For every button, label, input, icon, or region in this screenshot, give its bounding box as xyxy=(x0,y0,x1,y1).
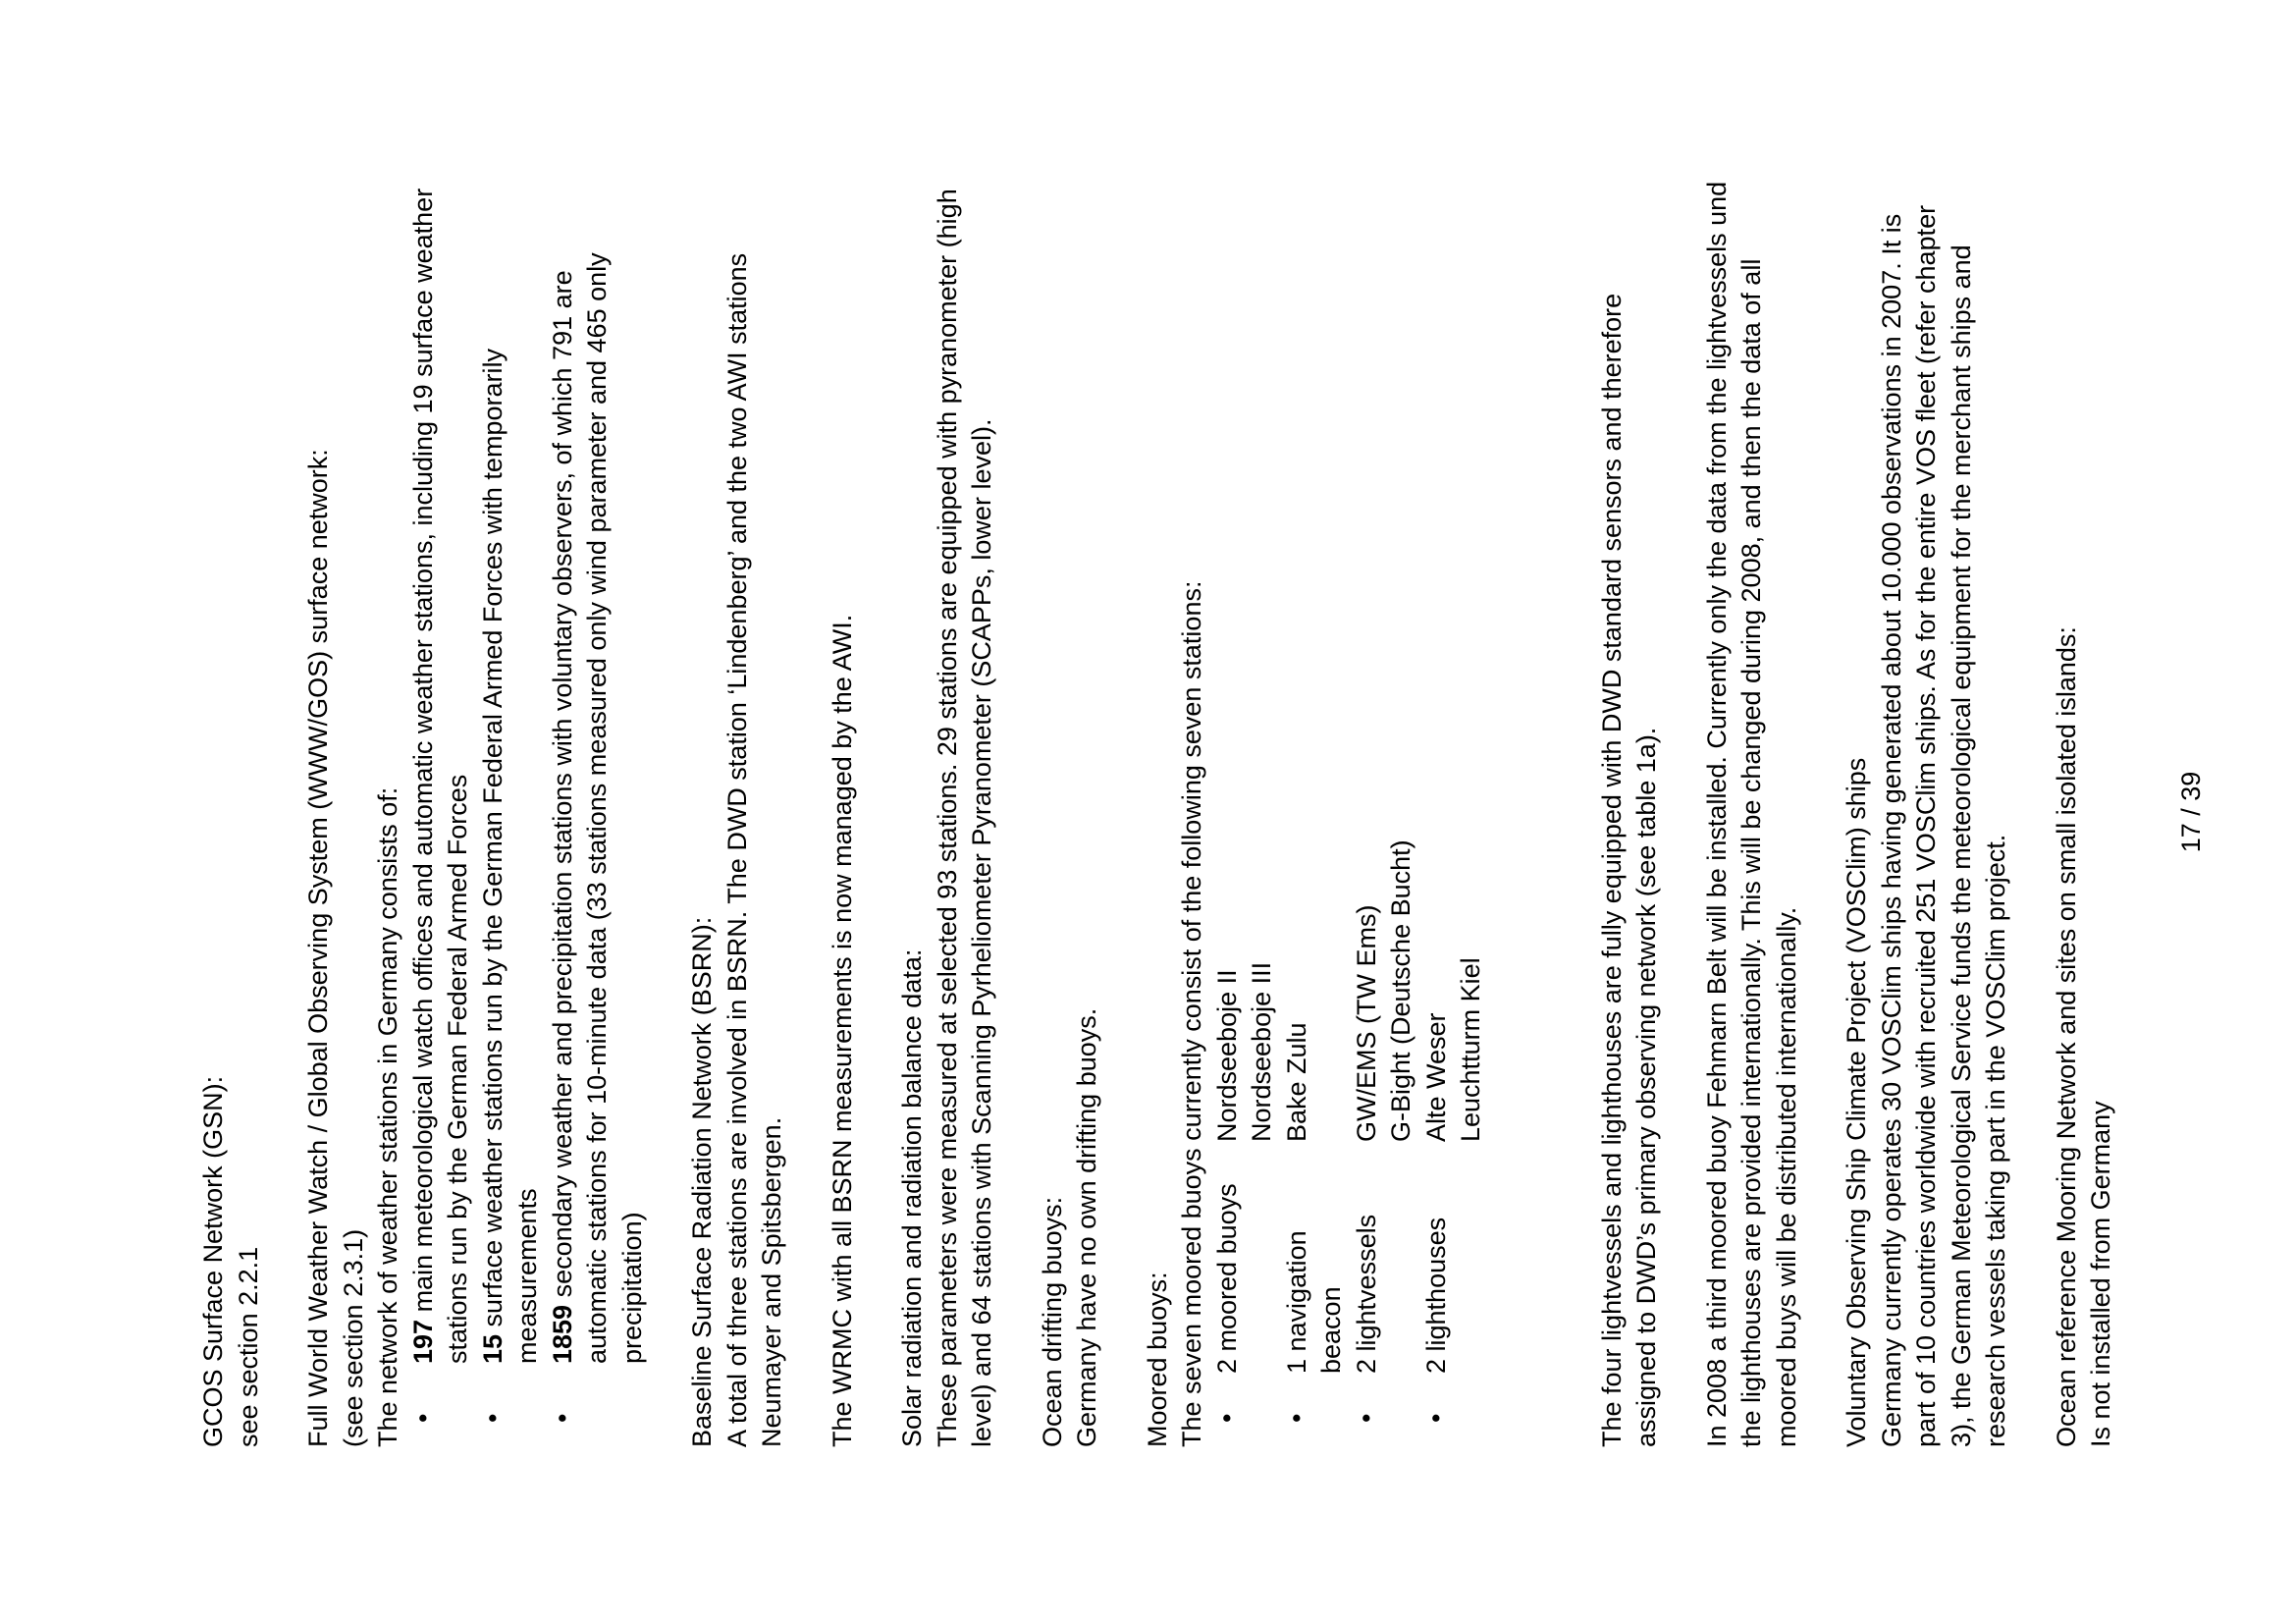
spacer xyxy=(1524,181,1560,1447)
vosclim-text: Germany currently operates 30 VOSClim ships having generated about 10.000 observations in 2007. It is part of 10 countries worldwide with recruited 251 VOSClim ships. As for the entire VOS fleet (refer chapter 3), the German Meteorological Service funds the meteorological equipment for the merchant ships and research vessels taking part in the VOSClim project. xyxy=(1876,204,2010,1447)
table-row xyxy=(1350,181,1419,1423)
buoy-table xyxy=(1210,181,1489,1423)
buoy-station: Leuchtturm Kiel xyxy=(1456,957,1485,1142)
station-count: 197 xyxy=(407,1319,438,1364)
solar-section xyxy=(895,181,1000,1447)
solar-text: These parameters were measured at selected 93 stations. 29 stations are equipped with pyranometer (high level) and 64 stations with Scanning Pyrheliometer Pyranometer (SCAPPs, lower level). xyxy=(932,189,996,1447)
mooring-title: Ocean reference Mooring Network and sites on small isolated islands: xyxy=(2051,626,2081,1447)
bullet-icon: • xyxy=(1281,1413,1311,1423)
fehmarn-section xyxy=(1700,181,1805,1447)
buoy-station: Nordseeboje III xyxy=(1247,961,1276,1142)
spacer xyxy=(1560,181,1595,1447)
wwgos-intro: The network of weather stations in Germany consists of: xyxy=(373,786,402,1447)
buoy-type: 2 lighthouses xyxy=(1420,1217,1451,1374)
buoy-names xyxy=(1210,181,1280,1142)
station-description: secondary weather and precipitation stations with voluntary observers, of which 791 are automatic stations for 10-minute data (33 stations measured only wind parameter and 465 only precipitation) xyxy=(547,252,647,1364)
gsn-section xyxy=(196,181,266,1447)
solar-title: Solar radiation and radiation balance data: xyxy=(897,948,927,1447)
buoy-station: GW/EMS (TW Ems) xyxy=(1351,904,1381,1142)
moored-intro: The seven moored buoys currently consist of the following seven stations: xyxy=(1177,580,1206,1447)
list-item xyxy=(476,181,546,1423)
wwgos-reference: (see section 2.3.1) xyxy=(338,1228,368,1447)
buoy-names xyxy=(1280,181,1350,1142)
station-description: surface weather stations run by the German Federal Armed Forces with temporarily measurements xyxy=(477,349,542,1364)
drifting-text: Germany have no own drifting buoys. xyxy=(1072,1007,1101,1447)
bullet-icon: • xyxy=(1420,1413,1451,1423)
moored-title: Moored buoys: xyxy=(1142,1272,1172,1447)
buoy-station: G-Bight (Deutsche Bucht) xyxy=(1386,839,1415,1142)
bsrn-title: Baseline Surface Radiation Network (BSRN): xyxy=(687,916,717,1447)
buoy-station: Nordseeboje II xyxy=(1211,969,1242,1142)
table-row xyxy=(1419,181,1489,1423)
lightvessels-section xyxy=(1595,181,1665,1447)
list-item xyxy=(546,181,651,1423)
wrmc-section xyxy=(826,181,861,1447)
lightvessels-text: The four lightvessels and lighthouses are fully equipped with DWD standard sensors and therefore assigned to DWD’s primary observing network (see table 1a). xyxy=(1596,293,1661,1447)
buoy-station: Bake Zulu xyxy=(1281,1022,1311,1142)
list-item xyxy=(406,181,476,1423)
buoy-type: 1 navigation beacon xyxy=(1281,1230,1346,1374)
wwgos-section xyxy=(301,181,650,1447)
bsrn-text: A total of three stations are involved in BSRN. The DWD station ‘Lindenberg’ and the two AWI stations Neumayer and Spitsbergen. xyxy=(721,252,786,1447)
wwgos-title: Full World Weather Watch / Global Observing System (WWW/GOS) surface network: xyxy=(303,449,333,1447)
station-count: 1859 xyxy=(547,1304,577,1364)
gsn-title: GCOS Surface Network (GSN): xyxy=(198,1075,228,1447)
mooring-section xyxy=(2050,181,2119,1447)
buoy-names xyxy=(1350,181,1419,1142)
table-row xyxy=(1280,181,1350,1423)
gsn-reference: see section 2.2.1 xyxy=(233,1246,263,1447)
moored-section xyxy=(1141,181,1489,1447)
buoy-station: Alte Weser xyxy=(1420,1012,1451,1142)
fehmarn-text: In 2008 a third moored buoy Fehmarn Belt will be installed. Currently only the data from the lightvessels und the lighthouses are provided internationally. This will be changed during 2008, and then the data of all moored buys will be distributed internationally. xyxy=(1701,181,1801,1447)
buoy-names xyxy=(1419,181,1489,1142)
page-number: 17 / 39 xyxy=(2176,771,2206,853)
wwgos-list xyxy=(406,181,651,1447)
buoy-type: 2 moored buoys xyxy=(1211,1183,1242,1374)
vosclim-section xyxy=(1840,181,2014,1447)
document-body xyxy=(196,181,2155,1447)
bullet-icon: • xyxy=(1351,1413,1381,1423)
bullet-icon: • xyxy=(1211,1413,1242,1423)
bsrn-section xyxy=(685,181,790,1447)
station-description: main meteorological watch offices and automatic weather stations, including 19 surface weather stations run by the German Federal Armed Forces xyxy=(407,188,472,1364)
drifting-title: Ocean drifting buoys: xyxy=(1037,1196,1067,1447)
drifting-section xyxy=(1036,181,1105,1447)
table-row xyxy=(1210,181,1280,1423)
vosclim-title: Voluntary Observing Ship Climate Project (VOSClim) ships xyxy=(1842,757,1871,1447)
buoy-type: 2 lightvessels xyxy=(1351,1214,1381,1374)
mooring-text: Is not installed from Germany xyxy=(2086,1101,2115,1447)
wrmc-text: The WRMC with all BSRN measurements is now managed by the AWI. xyxy=(827,614,857,1447)
station-count: 15 xyxy=(477,1333,507,1364)
